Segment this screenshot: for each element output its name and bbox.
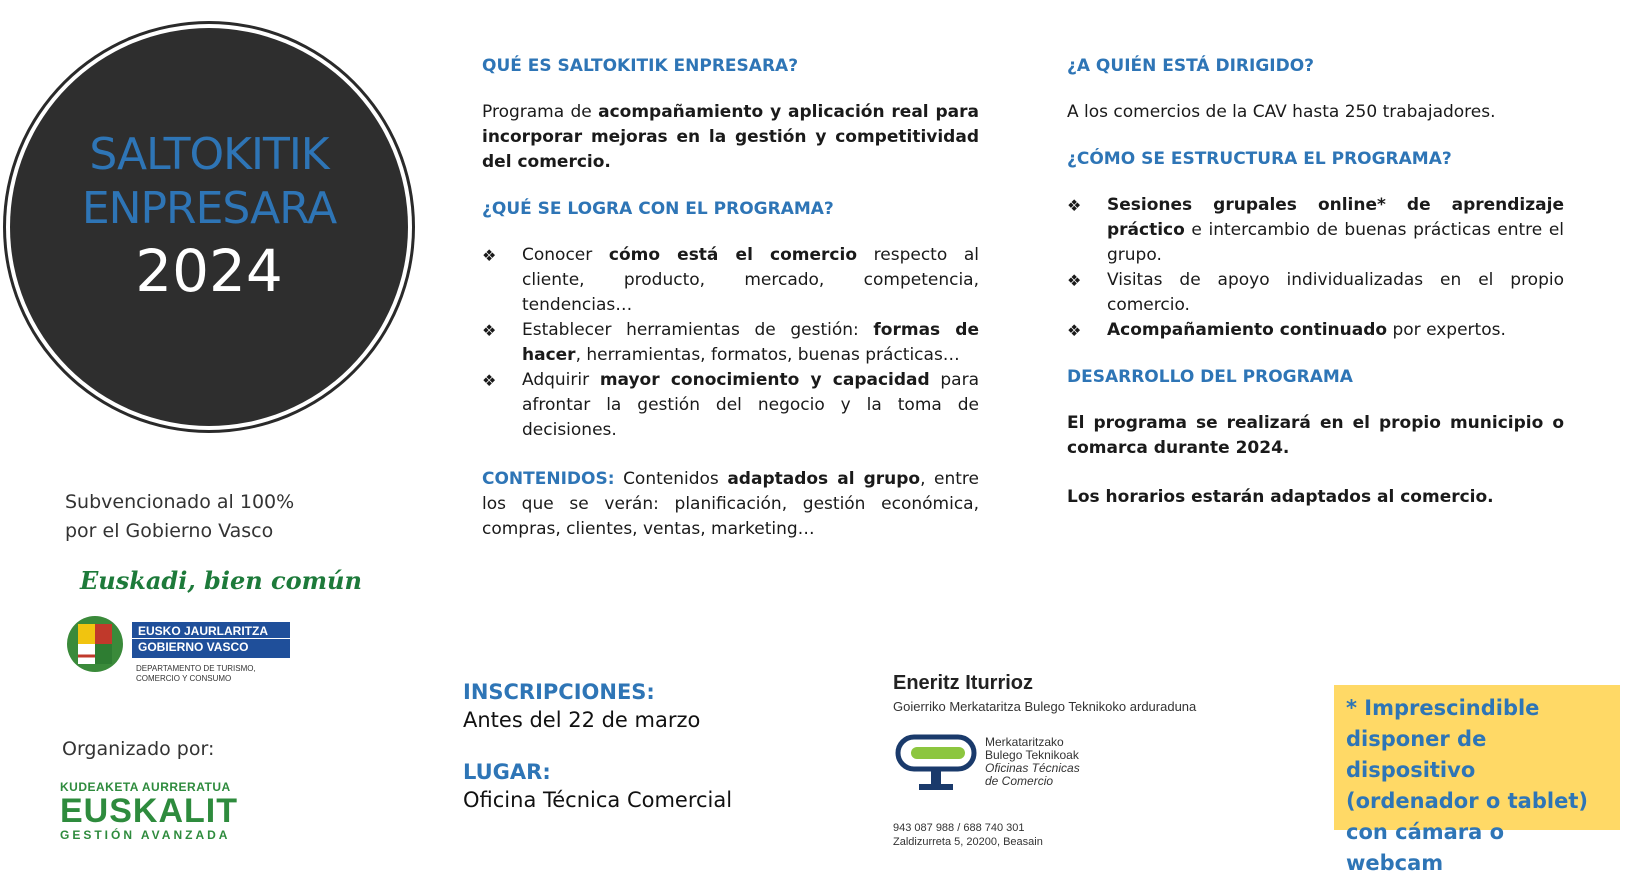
title-badge — [10, 28, 408, 426]
coat-of-arms-icon — [64, 612, 126, 676]
gov-logo — [64, 612, 294, 692]
badge-year: 2024 — [135, 237, 283, 305]
hours-text: Los horarios estarán adaptados al comercio. — [1067, 487, 1494, 507]
place-label: LUGAR: — [463, 760, 551, 784]
office-logo-icon — [895, 734, 977, 794]
registration-label: INSCRIPCIONES: — [463, 680, 655, 704]
diamond-bullet-icon: ❖ — [482, 321, 497, 340]
slogan: Euskadi, bien común — [80, 566, 362, 595]
list-item: ❖ Visitas de apoyo individualizadas en el propio comercio. — [1067, 270, 1564, 315]
place-value: Oficina Técnica Comercial — [463, 788, 733, 812]
office-logo — [893, 732, 1293, 802]
diamond-bullet-icon: ❖ — [1067, 271, 1082, 290]
column-what — [482, 56, 979, 542]
office-name: Merkataritzako Bulego Teknikoak Oficinas Técnicas de Comercio — [985, 735, 1080, 788]
contact-phones: 943 087 988 / 688 740 301 — [893, 822, 1025, 834]
heading-development: DESARROLLO DEL PROGRAMA — [1067, 367, 1353, 387]
contact-name: Eneritz Iturrioz — [893, 672, 1034, 694]
registration-deadline: Antes del 22 de marzo — [463, 708, 701, 732]
list-item: ❖ Conocer cómo está el comercio respecto al cliente, producto, mercado, competencia, tendencias… — [482, 245, 979, 315]
contents-text: CONTENIDOS: Contenidos adaptados al grupo, entre los que se verán: planificación, gestión económica, compras, clientes, ventas, marketing… — [482, 469, 979, 539]
development-text: El programa se realizará en el propio municipio o comarca durante 2024. — [1067, 413, 1564, 458]
diamond-bullet-icon: ❖ — [1067, 196, 1082, 215]
badge-line1: SALTOKITIK — [89, 129, 329, 180]
registration-block — [463, 680, 732, 812]
contact-address: Zaldizurreta 5, 20200, Beasain — [893, 836, 1043, 848]
contact-role: Goierriko Merkataritza Bulego Teknikoko arduraduna — [893, 699, 1197, 714]
list-item: ❖ Acompañamiento continuado por expertos. — [1067, 318, 1564, 343]
device-note: * Imprescindible disponer de dispositivo (ordenador o tablet) con cámara o webcam — [1334, 685, 1620, 830]
diamond-bullet-icon: ❖ — [482, 371, 497, 390]
column-who — [1067, 56, 1564, 510]
list-item: ❖ Sesiones grupales online* de aprendizaje práctico e intercambio de buenas prácticas entre el grupo. — [1067, 195, 1564, 265]
heading-achieve: ¿QUÉ SE LOGRA CON EL PROGRAMA? — [482, 199, 834, 219]
gov-dept: DEPARTAMENTO DE TURISMO, COMERCIO Y CONSUMO — [136, 664, 256, 683]
heading-who: ¿A QUIÉN ESTÁ DIRIGIDO? — [1067, 56, 1315, 76]
diamond-bullet-icon: ❖ — [1067, 321, 1082, 340]
contact-block — [893, 672, 1293, 848]
achieve-list — [482, 243, 979, 443]
heading-structure: ¿CÓMO SE ESTRUCTURA EL PROGRAMA? — [1067, 149, 1452, 169]
euskalit-logo: KUDEAKETA AURRERATUA EUSKALIT GESTIÓN AVANZADA — [60, 780, 238, 842]
gov-name-es: GOBIERNO VASCO — [138, 640, 249, 654]
organized-by-label: Organizado por: — [62, 738, 215, 760]
subsidy-text: Subvencionado al 100% por el Gobierno Vasco — [65, 491, 295, 542]
list-item: ❖ Establecer herramientas de gestión: formas de hacer, herramientas, formatos, buenas prácticas… — [482, 320, 979, 365]
who-text: A los comercios de la CAV hasta 250 trabajadores. — [1067, 102, 1496, 122]
badge-line2: ENPRESARA — [81, 183, 337, 234]
gov-name-eu: EUSKO JAURLARITZA — [132, 622, 290, 639]
what-text: Programa de acompañamiento y aplicación real para incorporar mejoras en la gestión y competitividad del comercio. — [482, 102, 979, 172]
list-item: ❖ Adquirir mayor conocimiento y capacidad para afrontar la gestión del negocio y la toma de decisiones. — [482, 370, 979, 440]
structure-list — [1067, 193, 1564, 343]
heading-what: QUÉ ES SALTOKITIK ENPRESARA? — [482, 56, 799, 76]
diamond-bullet-icon: ❖ — [482, 246, 497, 265]
